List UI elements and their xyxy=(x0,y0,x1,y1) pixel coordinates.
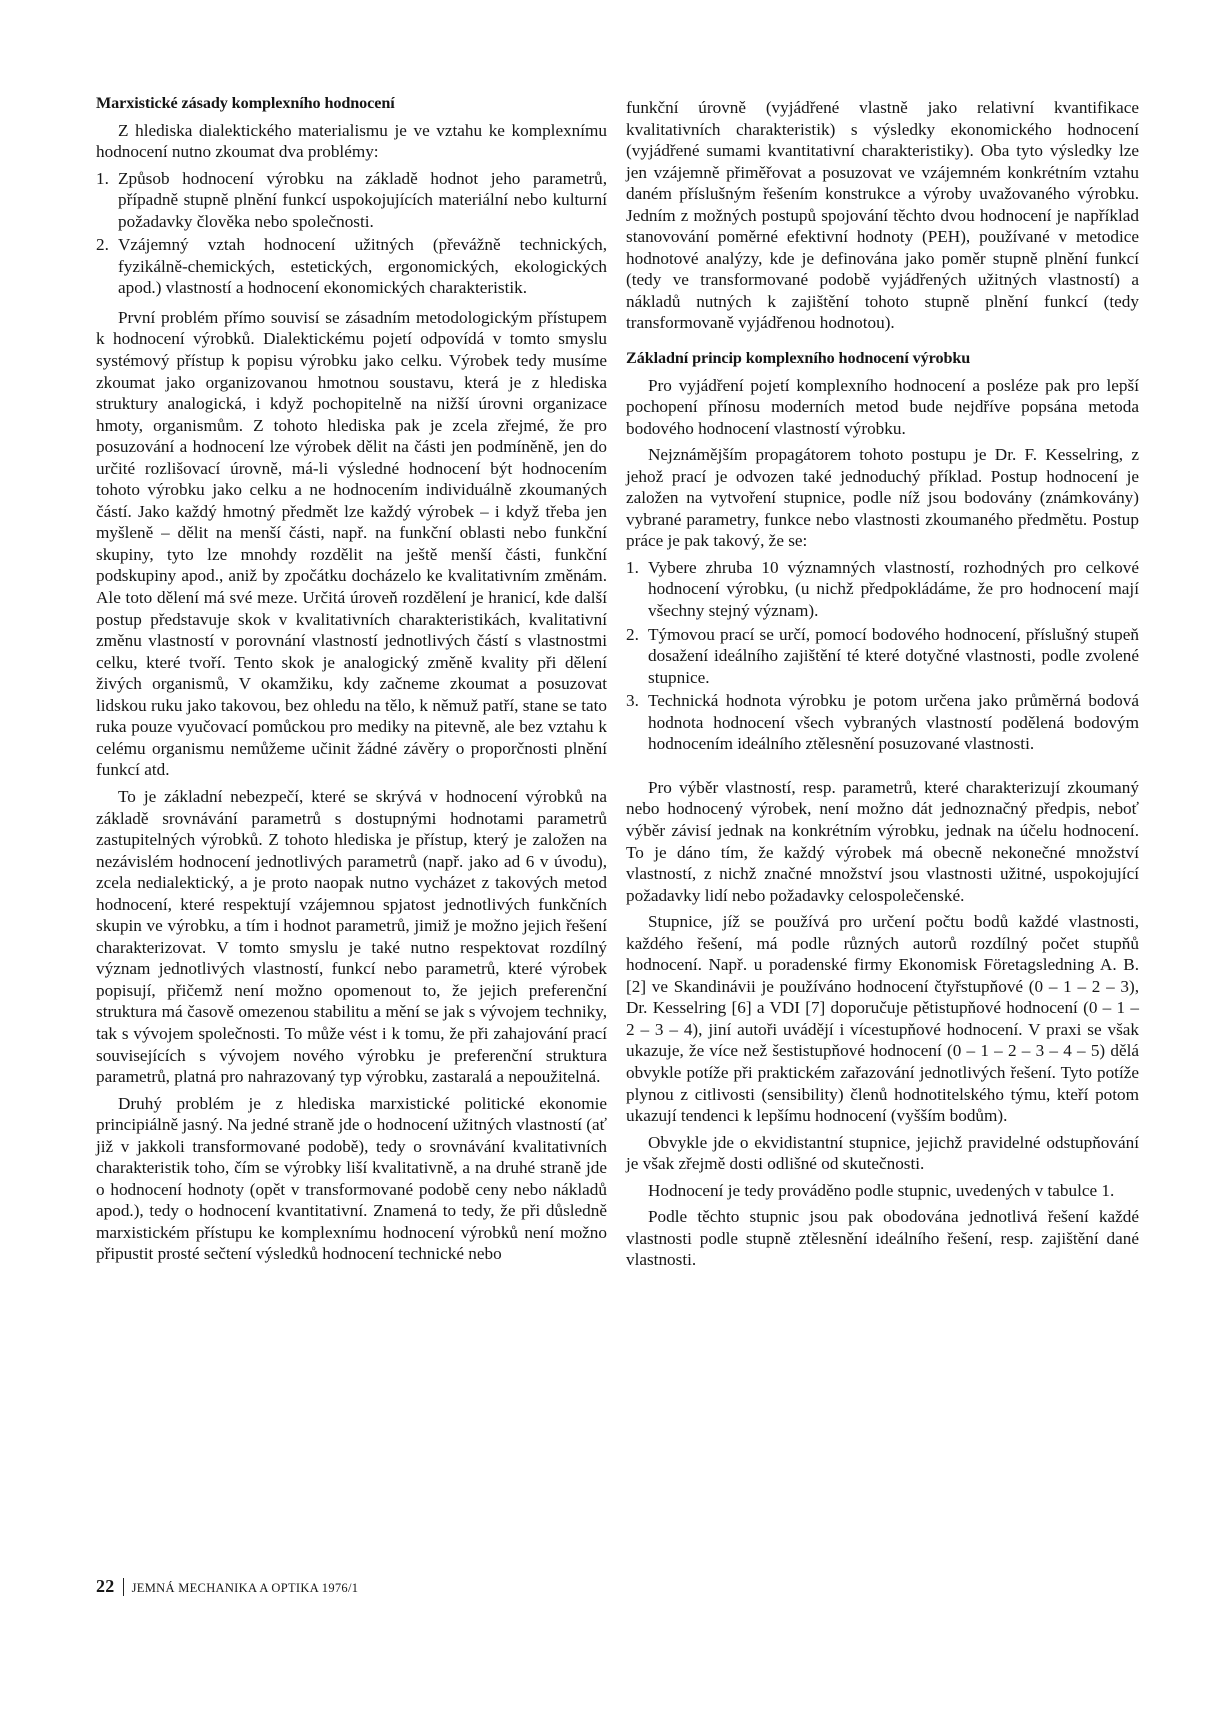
paragraph: Pro vyjádření pojetí komplexního hodnocení a posléze pak pro lepší pochopení přínosu moderních metod bude nejdříve popsána metoda bodového hodnocení vlastností výrobku. xyxy=(626,375,1139,438)
list-item xyxy=(626,557,1139,622)
list-item xyxy=(96,168,607,233)
left-column xyxy=(96,93,607,1270)
list-item xyxy=(626,690,1139,755)
list-item xyxy=(626,624,1139,689)
procedure-list xyxy=(626,557,1139,755)
list-item-number: 1. xyxy=(96,168,109,188)
section-heading-marxist-principles: Marxistické zásady komplexního hodnocení xyxy=(96,94,395,112)
list-item-number: 3. xyxy=(626,691,639,711)
list-item-text: Týmovou prací se určí, pomocí bodového hodnocení, příslušný stupeň dosažení ideálního zajištění té které dotyčné vlastnosti, podle zvolené stupnice. xyxy=(648,624,1139,687)
paragraph: Nejznámějším propagátorem tohoto postupu je Dr. F. Kesselring, z jehož prací je odvozen také jednoduchý příklad. Postup hodnocení je založen na vytvoření stupnice, podle níž jsou bodovány (známkovány) vybrané parametry, funkce nebo vlastnosti zkoumaného předmětu. Postup práce je pak takový, že se: xyxy=(626,445,1139,551)
list-item-number: 2. xyxy=(626,624,639,644)
spacer xyxy=(626,763,1139,777)
footer-divider xyxy=(123,1578,124,1596)
journal-title: JEMNÁ MECHANIKA A OPTIKA 1976/1 xyxy=(131,1581,359,1595)
list-item-number: 2. xyxy=(96,235,109,255)
section-heading-basic-principle: Základní princip komplexního hodnocení výrobku xyxy=(626,349,971,368)
page-footer xyxy=(96,1576,358,1597)
list-item-text: Vybere zhruba 10 významných vlastností, rozhodných pro celkové hodnocení výrobku, (u nichž předpokládáme, že pro hodnocení mají všechny stejný význam). xyxy=(648,557,1139,621)
list-item-text: Technická hodnota výrobku je potom určena jako průměrná bodová hodnota hodnocení všech vybraných vlastností podělená bodovým hodnocením ideálního ztělesnění posuzované vlastnosti. xyxy=(648,691,1139,754)
paragraph: Stupnice, jíž se používá pro určení počtu bodů každé vlastnosti, každého řešení, má podle různých autorů rozdílný počet stupňů hodnocení. Např. u poradenské firmy Ekonomisk Företagsledning A. B. [2] ve Skandinávii je používáno hodnocení čtyřstupňové (0 – 1 – 2 – 3), Dr. Kesselring [6] a VDI [7] doporučuje pětistupňové hodnocení (0 – 1 – 2 – 3 – 4), jiní autoři uvádějí i vícestupňové hodnocení. V praxi se však ukazuje, že více než šestistupňové hodnocení (0 – 1 – 2 – 3 – 4 – 5) dělá obvykle potíže při praktickém zařazování jednotlivých řešení. Tyto potíže plynou z citlivosti (sensibility) členů hodnotitelského týmu, kteří potom ukazují tendenci k lepšímu hodnocení (vyšším bodům). xyxy=(626,912,1139,1126)
list-item-text: Vzájemný vztah hodnocení užitných (převážně technických, fyzikálně-chemických, estetických, ergonomických, ekologických apod.) vlastností a hodnocení ekonomických charakteristik. xyxy=(118,235,607,298)
paragraph: Hodnocení je tedy prováděno podle stupnic, uvedených v tabulce 1. xyxy=(648,1180,1115,1200)
paragraph: První problém přímo souvisí se zásadním metodologickým přístupem k hodnocení výrobků. Dialektickému pojetí odpovídá v tomto smyslu systémový přístup k popisu výrobku jako celku. Výrobek tedy musíme zkoumat jako organizovanou hmotnou soustavu, která je z hlediska struktury analogická, i když pochopitelně na nižší úrovni organizace hmoty, organismům. Z tohoto hlediska pak je zcela zřejmé, že pro posuzování a hodnocení lze výrobek dělit na části jen podmíněně, jen do určité rozlišovací úrovně, má-li výsledné hodnocení být hodnocením tohoto výrobku jako celku a ne hodnocením individuálně zkoumaných částí. Jako každý hmotný předmět lze každý výrobek – i když třeba jen myšleně – dělit na menší části, např. na funkční oblasti nebo funkční skupiny, tyto lze mnohdy rozdělit na ještě menší části, funkční podskupiny apod., aniž by zpočátku docházelo ke kvalitativním změnám. Ale toto dělení má své meze. Určitá úroveň rozdělení je hranicí, kde další postup představuje skok v kvalitativních charakteristikách, kvalitativní změnu vlastností v porovnání vlastností jednotlivých částí s vlastnostmi celku, které tvoří. Tento skok je analogický změně kvality při dělení živých organismů, V okamžiku, kdy začneme zkoumat a posuzovat lidskou ruku jako takovou, bez ohledu na tělo, k němuž patří, stane se tato ruka pouze vyučovací pomůckou pro mediky na pitevně, ale bez vztahu k celému organismu nemůžeme učinit žádné závěry o proporčnosti plnění funkcí atd. xyxy=(96,307,607,780)
list-item-text: Způsob hodnocení výrobku na základě hodnot jeho parametrů, případně stupně plnění funkcí uspokojujících materiální nebo kulturní požadavky člověka nebo společnosti. xyxy=(118,168,607,231)
paragraph: To je základní nebezpečí, které se skrývá v hodnocení výrobků na základě srovnávání parametrů s dostupnými hodnotami parametrů zastupitelných výrobků. Z tohoto hlediska je přístup, který je založen na nezávislém hodnocení jednotlivých parametrů (např. jako ad 6 v úvodu), zcela nedialektický, a je proto naopak nutno vycházet z takových metod hodnocení, které respektují vzájemnou spjatost jednotlivých funkčních skupin ve výrobku, a tím i hodnot parametrů, jimiž je možno jejich řešení charakterizovat. V tomto smyslu je také nutno respektovat rozdílný význam jednotlivých vlastností, funkcí nebo parametrů, které výrobek popisují, přičemž není možno opomenout to, že jejich preferenční struktura má časově omezenou stabilitu a mění se jak s vývojem techniky, tak s vývojem společnosti. To může vést i k tomu, že při zahajování prací souvisejících s vývojem nového výrobku je preferenční struktura parametrů, platná pro nahrazovaný typ výrobku, zastaralá a nepoužitelná. xyxy=(96,786,607,1087)
problems-list xyxy=(96,168,607,299)
paragraph: Druhý problém je z hlediska marxistické politické ekonomie principiálně jasný. Na jedné straně jde o hodnocení užitných vlastností (ať již v jakkoli transformované podobě), tedy o srovnávání kvalitativních charakteristik toho, čím se výrobky liší kvalitativně, a na druhé straně jde o hodnocení hodnoty (opět v transformované podobě ceny nebo nákladů apod.), tedy o hodnocení kvantitativní. Znamená to tedy, že při důsledně marxistickém přístupu ke komplexnímu hodnocení výrobků není možno připustit prosté sečtení výsledků hodnocení technické nebo xyxy=(96,1093,607,1264)
list-item-number: 1. xyxy=(626,557,639,577)
list-item xyxy=(96,234,607,299)
paragraph: Obvykle jde o ekvidistantní stupnice, jejichž pravidelné odstupňování je však zřejmě dosti odlišné od skutečnosti. xyxy=(626,1132,1139,1174)
paragraph: Podle těchto stupnic jsou pak obodována jednotlivá řešení každé vlastnosti podle stupně ztělesnění ideálního řešení, resp. zajištění dané vlastnosti. xyxy=(626,1207,1139,1270)
paragraph: Pro výběr vlastností, resp. parametrů, které charakterizují zkoumaný nebo hodnocený výrobek, není možno dát jednoznačný předpis, neboť výběr závisí jednak na konkrétním výrobku, jednak na účelu hodnocení. To je dáno tím, že každý výrobek má obecně nekonečné množství vlastností, z nichž značné množství jsou vlastnosti užitné, uspokojující požadavky lidí nebo požadavky celospolečenské. xyxy=(626,777,1139,905)
right-column xyxy=(626,97,1139,1276)
paragraph-intro: Z hlediska dialektického materialismu je ve vztahu ke komplexnímu hodnocení nutno zkoumat dva problémy: xyxy=(96,120,607,162)
page-number: 22 xyxy=(96,1576,115,1596)
paragraph-continued: funkční úrovně (vyjádřené vlastně jako relativní kvantifikace kvalitativních charakteristik) s výsledky ekonomického hodnocení (vyjádřené sumami kvantitativní charakteristiky). Oba tyto výsledky lze jen vzájemně přiměřovat a posuzovat ve vzájemném konkrétním vztahu daném příslušným řešením konstrukce a výroby uvažovaného výrobku. Jedním z možných postupů spojování těchto dvou hodnocení je například stanovování poměrné efektivní hodnoty (PEH), používané v metodice hodnotové analýzy, kde je definována jako poměr stupně plnění funkcí (tedy ve transformované podobě vyjádřených užitných vlastností) a nákladů nutných k zajištění tohoto stupně plnění funkcí (tedy transformovaně vyjádřenou hodnotou). xyxy=(626,98,1139,333)
